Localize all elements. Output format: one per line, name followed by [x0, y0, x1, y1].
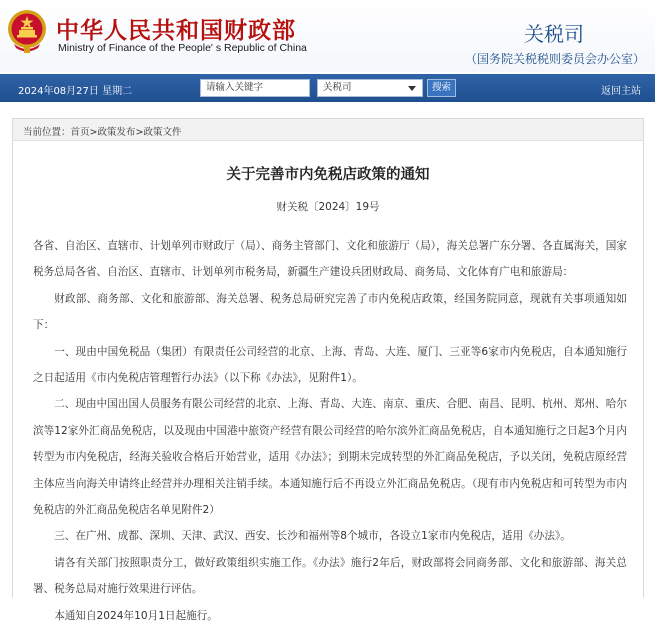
chevron-down-icon — [408, 86, 416, 91]
paragraph-item-1: 一、现由中国免税品（集团）有限责任公司经营的北京、上海、青岛、大连、厦门、三亚等6家市内免税店，自本通知施行之日起适用《市内免税店管理暂行办法》（以下称《办法》，见附件1）。 — [33, 345, 627, 385]
search-scope-select[interactable] — [317, 79, 423, 97]
national-emblem-icon[interactable] — [6, 8, 48, 54]
site-header — [0, 0, 655, 72]
breadcrumb-separator: > — [89, 127, 98, 138]
department-subtitle: （国务院关税税则委员会办公室） — [465, 52, 646, 66]
paragraph-implementation: 请各有关部门按照职责分工，做好政策组织实施工作。《办法》施行2年后，财政部将会同商务部、文化和旅游部、海关总署、税务总局对施行效果进行评估。 — [33, 556, 627, 596]
paragraph-item-3: 三、在广州、成都、深圳、天津、武汉、西安、长沙和福州等8个城市，各设立1家市内免税店，适用《办法》。 — [54, 530, 571, 543]
document-number: 财关税〔2024〕19号 — [276, 201, 380, 213]
search-button[interactable]: 搜索 — [427, 79, 456, 97]
paragraph-effective-date: 本通知自2024年10月1日起施行。 — [54, 609, 218, 622]
breadcrumb-separator: > — [135, 127, 144, 138]
department-name: 关税司 — [524, 22, 584, 46]
breadcrumb-item-home[interactable]: 首页 — [70, 127, 90, 138]
document-title: 关于完善市内免税店政策的通知 — [226, 167, 430, 183]
nav-bar — [0, 74, 655, 102]
current-date: 2024年08月27日 星期二 — [18, 86, 133, 97]
search-scope-value: 关税司 — [323, 82, 352, 93]
breadcrumb — [13, 119, 643, 141]
brand-title-en: Ministry of Finance of the People' s Republic of China — [58, 42, 307, 54]
brand-title-cn[interactable]: 中华人民共和国财政部 — [56, 18, 296, 44]
paragraph-intro: 财政部、商务部、文化和旅游部、海关总署、税务总局研究完善了市内免税店政策，经国务院同意，现就有关事项通知如下： — [33, 292, 627, 332]
paragraph-addressees: 各省、自治区、直辖市、计划单列市财政厅（局）、商务主管部门、文化和旅游厅（局），海关总署广东分署、各直属海关，国家税务总局各省、自治区、直辖市、计划单列市税务局，新疆生产建设兵团财政局、商务局、文化体育广电和旅游局： — [33, 240, 627, 279]
paragraph-item-2: 二、现由中国出国人员服务有限公司经营的北京、上海、青岛、大连、南京、重庆、合肥、南昌、昆明、杭州、郑州、哈尔滨等12家外汇商品免税店，以及现由中国港中旅资产经营有限公司经营的哈尔滨外汇商品免税店，自本通知施行之日起3个月内转型为市内免税店，经海关验收合格后开始营业，适用《办法》；到期未完成转型的外汇商品免税店，予以关闭，免税店原经营主体应当向海关申请终止经营并办理相关注销手续。本通知施行后不再设立外汇商品免税店。（现有市内免税店和可转型为市内免税店的外汇商品免税店名单见附件2） — [33, 398, 627, 517]
breadcrumb-item-policy[interactable]: 政策发布 — [97, 127, 136, 138]
document-body — [33, 233, 627, 629]
breadcrumb-label: 当前位置： — [23, 127, 71, 138]
breadcrumb-item-documents[interactable]: 政策文件 — [143, 127, 182, 138]
search-input[interactable]: 请输入关键字 — [200, 79, 310, 97]
home-link[interactable]: 返回主站 — [601, 86, 641, 97]
article-panel — [12, 118, 644, 622]
